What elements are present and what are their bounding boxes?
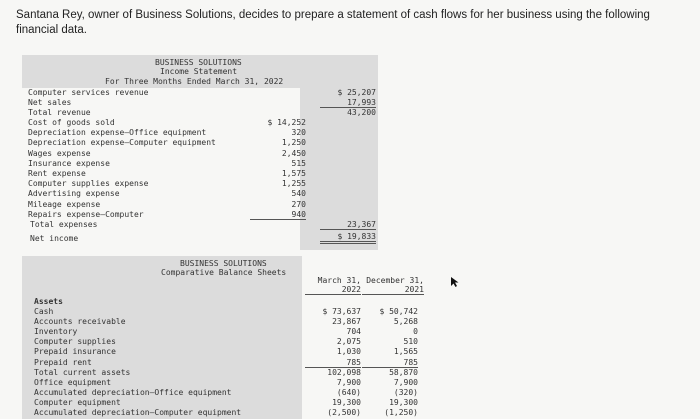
net-income-label: Net income bbox=[30, 234, 79, 243]
expense-row-label: Depreciation expense—Office equipment bbox=[28, 128, 207, 138]
revenue-row-value: $ 25,207 bbox=[337, 88, 376, 97]
income-title: Income Statement bbox=[160, 67, 238, 76]
expense-row-value: 515 bbox=[291, 158, 306, 168]
expense-row-value: 2,450 bbox=[281, 148, 306, 158]
balance-row-march: (640) bbox=[336, 387, 361, 397]
revenue-row-label: Net sales bbox=[28, 98, 72, 107]
balance-row-december: 785 bbox=[362, 358, 418, 368]
problem-intro: Santana Rey, owner of Business Solutions, decides to prepare a statement of cash flows for her business using the following financial data. bbox=[16, 9, 650, 36]
balance-row-label: Total current assets bbox=[34, 367, 131, 377]
balance-row-december: (320) bbox=[393, 387, 418, 397]
col1-header-line1: March 31, bbox=[317, 276, 361, 285]
balance-row-march: 2,075 bbox=[336, 337, 361, 347]
revenue-row-value: 17,993 bbox=[320, 98, 376, 108]
balance-row-december: $ 50,742 bbox=[379, 307, 418, 316]
expense-row-label: Repairs expense—Computer bbox=[28, 209, 144, 219]
income-company: BUSINESS SOLUTIONS bbox=[155, 58, 242, 67]
balance-row-label: Accumulated depreciation—Computer equipment bbox=[34, 408, 242, 417]
balance-company: BUSINESS SOLUTIONS bbox=[180, 259, 267, 268]
expense-row-label: Mileage expense bbox=[28, 199, 101, 209]
expense-row-label: Advertising expense bbox=[28, 189, 120, 199]
expense-row-value: 270 bbox=[291, 199, 306, 209]
balance-row-march: 19,300 bbox=[332, 397, 361, 407]
col2-header-line2: 2021 bbox=[362, 285, 424, 295]
expense-row-label: Insurance expense bbox=[28, 158, 110, 168]
expense-row-label: Depreciation expense—Computer equipment bbox=[28, 138, 216, 148]
cursor-arrow-icon bbox=[450, 276, 460, 288]
balance-row-december: 5,268 bbox=[393, 317, 418, 327]
expense-row-value: $ 14,252 bbox=[267, 118, 306, 127]
balance-row-label: Accounts receivable bbox=[34, 317, 126, 327]
balance-row-december: 7,900 bbox=[393, 377, 418, 387]
balance-row-december: (1,250) bbox=[384, 408, 418, 417]
revenue-row-value: 43,200 bbox=[347, 108, 376, 117]
balance-row-label: Office equipment bbox=[34, 377, 112, 387]
income-period: For Three Months Ended March 31, 2022 bbox=[105, 77, 284, 86]
balance-row-march: 102,098 bbox=[327, 367, 361, 377]
balance-row-label: Cash bbox=[34, 307, 54, 316]
balance-row-label: Prepaid insurance bbox=[34, 347, 116, 357]
assets-heading: Assets bbox=[34, 297, 63, 306]
balance-row-march: 1,030 bbox=[336, 347, 361, 357]
balance-row-label: Computer equipment bbox=[34, 397, 121, 407]
total-expenses-value: 23,367 bbox=[320, 220, 376, 230]
total-expenses-label: Total expenses bbox=[30, 220, 98, 229]
expense-row-value: 1,250 bbox=[281, 138, 306, 148]
balance-row-label: Computer supplies bbox=[34, 337, 116, 347]
expense-row-value: 940 bbox=[250, 210, 306, 220]
balance-row-december: 1,565 bbox=[393, 347, 418, 357]
balance-row-march: 785 bbox=[305, 358, 361, 368]
balance-row-december: 19,300 bbox=[389, 397, 418, 407]
expense-row-value: 540 bbox=[291, 189, 306, 199]
net-income-value: $ 19,833 bbox=[320, 232, 376, 244]
balance-row-december: 510 bbox=[403, 337, 418, 347]
balance-row-december: 58,870 bbox=[389, 367, 418, 377]
balance-row-december: 0 bbox=[413, 327, 418, 337]
balance-row-march: 7,900 bbox=[336, 377, 361, 387]
expense-row-label: Cost of goods sold bbox=[28, 118, 115, 127]
balance-row-label: Inventory bbox=[34, 327, 78, 337]
expense-row-label: Rent expense bbox=[28, 169, 86, 178]
expense-row-label: Computer supplies expense bbox=[28, 179, 149, 189]
balance-row-march: $ 73,637 bbox=[322, 307, 361, 316]
balance-title: Comparative Balance Sheets bbox=[161, 268, 287, 277]
expense-row-value: 1,255 bbox=[281, 179, 306, 189]
expense-row-value: 1,575 bbox=[281, 169, 306, 178]
balance-row-march: 23,867 bbox=[332, 317, 361, 327]
revenue-row-label: Computer services revenue bbox=[28, 88, 149, 97]
expense-row-value: 320 bbox=[291, 128, 306, 138]
balance-row-march: 704 bbox=[346, 327, 361, 337]
balance-row-label: Accumulated depreciation—Office equipment bbox=[34, 387, 232, 397]
balance-row-label: Prepaid rent bbox=[34, 357, 92, 367]
col1-header-line2: 2022 bbox=[305, 285, 361, 295]
revenue-row-label: Total revenue bbox=[28, 108, 91, 117]
balance-row-march: (2,500) bbox=[327, 408, 361, 417]
expense-row-label: Wages expense bbox=[28, 148, 91, 158]
col2-header-line1: December 31, bbox=[366, 276, 424, 285]
